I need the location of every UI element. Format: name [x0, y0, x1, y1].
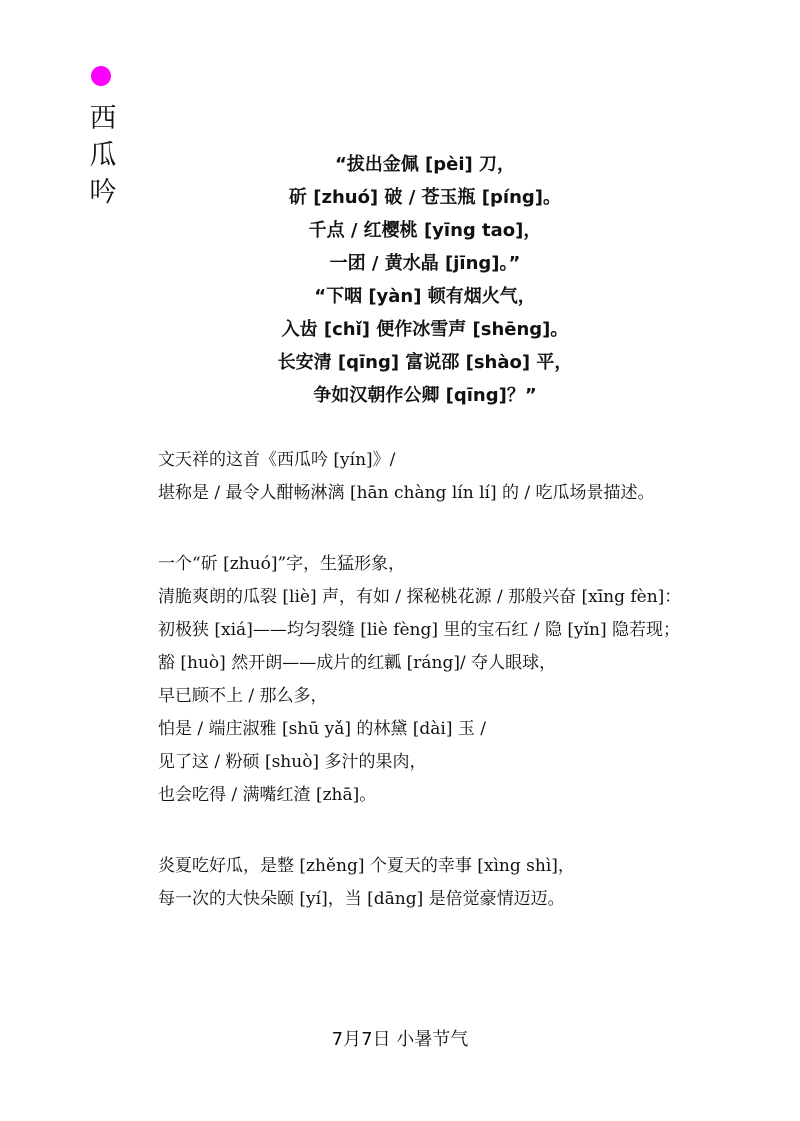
poem-line: 争如汉朝作公卿 [qīng]？”: [313, 385, 537, 406]
body-line: 清脆爽朗的瓜裂 [liè] 声，有如 / 探秘桃花源 / 那般兴奋 [xīng fèn]：: [158, 587, 682, 607]
poem-line: 斫 [zhuó] 破 / 苍玉瓶 [píng]。: [288, 187, 562, 208]
poem: [200, 148, 650, 412]
body-line: 早已顾不上 / 那么多，: [158, 686, 328, 706]
body-line: 初极狭 [xiá]——均匀裂缝 [liè fèng] 里的宝石红 / 隐 [yǐn] 隐若现；: [158, 620, 681, 640]
poem-line: 千点 / 红樱桃 [yīng tao]，: [308, 220, 542, 241]
body-line: 怕是 / 端庄淑雅 [shū yǎ] 的林黛 [dài] 玉 /: [158, 719, 487, 739]
body-line: 豁 [huò] 然开朗——成片的红瓤 [ráng]/ 夺人眼球，: [158, 653, 557, 673]
paragraph-gap: [158, 812, 718, 850]
body-line: 炎夏吃好瓜，是整 [zhěng] 个夏天的幸事 [xìng shì]，: [158, 856, 575, 876]
body-text: [158, 444, 718, 916]
poem-line: “下咽 [yàn] 顿有烟火气，: [314, 286, 536, 307]
body-line: 一个“斫 [zhuó]”字，生猛形象，: [158, 554, 406, 574]
paragraph-gap: [158, 510, 718, 548]
poem-line: 入齿 [chǐ] 便作冰雪声 [shēng]。: [281, 319, 569, 340]
vertical-title: [86, 100, 120, 211]
poem-line: 长安清 [qīng] 富说邵 [shào] 平，: [277, 352, 573, 373]
title-char: 西: [89, 103, 117, 134]
accent-dot: [91, 66, 111, 86]
body-line: 每一次的大快朵颐 [yí]，当 [dāng] 是倍觉豪情迈迈。: [158, 889, 565, 909]
title-char: 瓜: [89, 140, 117, 171]
body-line: 见了这 / 粉硕 [shuò] 多汁的果肉，: [158, 752, 427, 772]
body-line: 文天祥的这首《西瓜吟 [yín]》/: [158, 450, 396, 470]
body-line: 也会吃得 / 满嘴红渣 [zhā]。: [158, 785, 377, 805]
poem-line: “拔出金佩 [pèi] 刀，: [334, 154, 516, 175]
footer-date: 7月7日 小暑节气: [331, 1029, 469, 1050]
title-char: 吟: [89, 177, 117, 208]
body-line: 堪称是 / 最令人酣畅淋漓 [hān chàng lín lí] 的 / 吃瓜场景描述。: [158, 483, 655, 503]
poem-line: 一团 / 黄水晶 [jīng]。”: [329, 253, 521, 274]
